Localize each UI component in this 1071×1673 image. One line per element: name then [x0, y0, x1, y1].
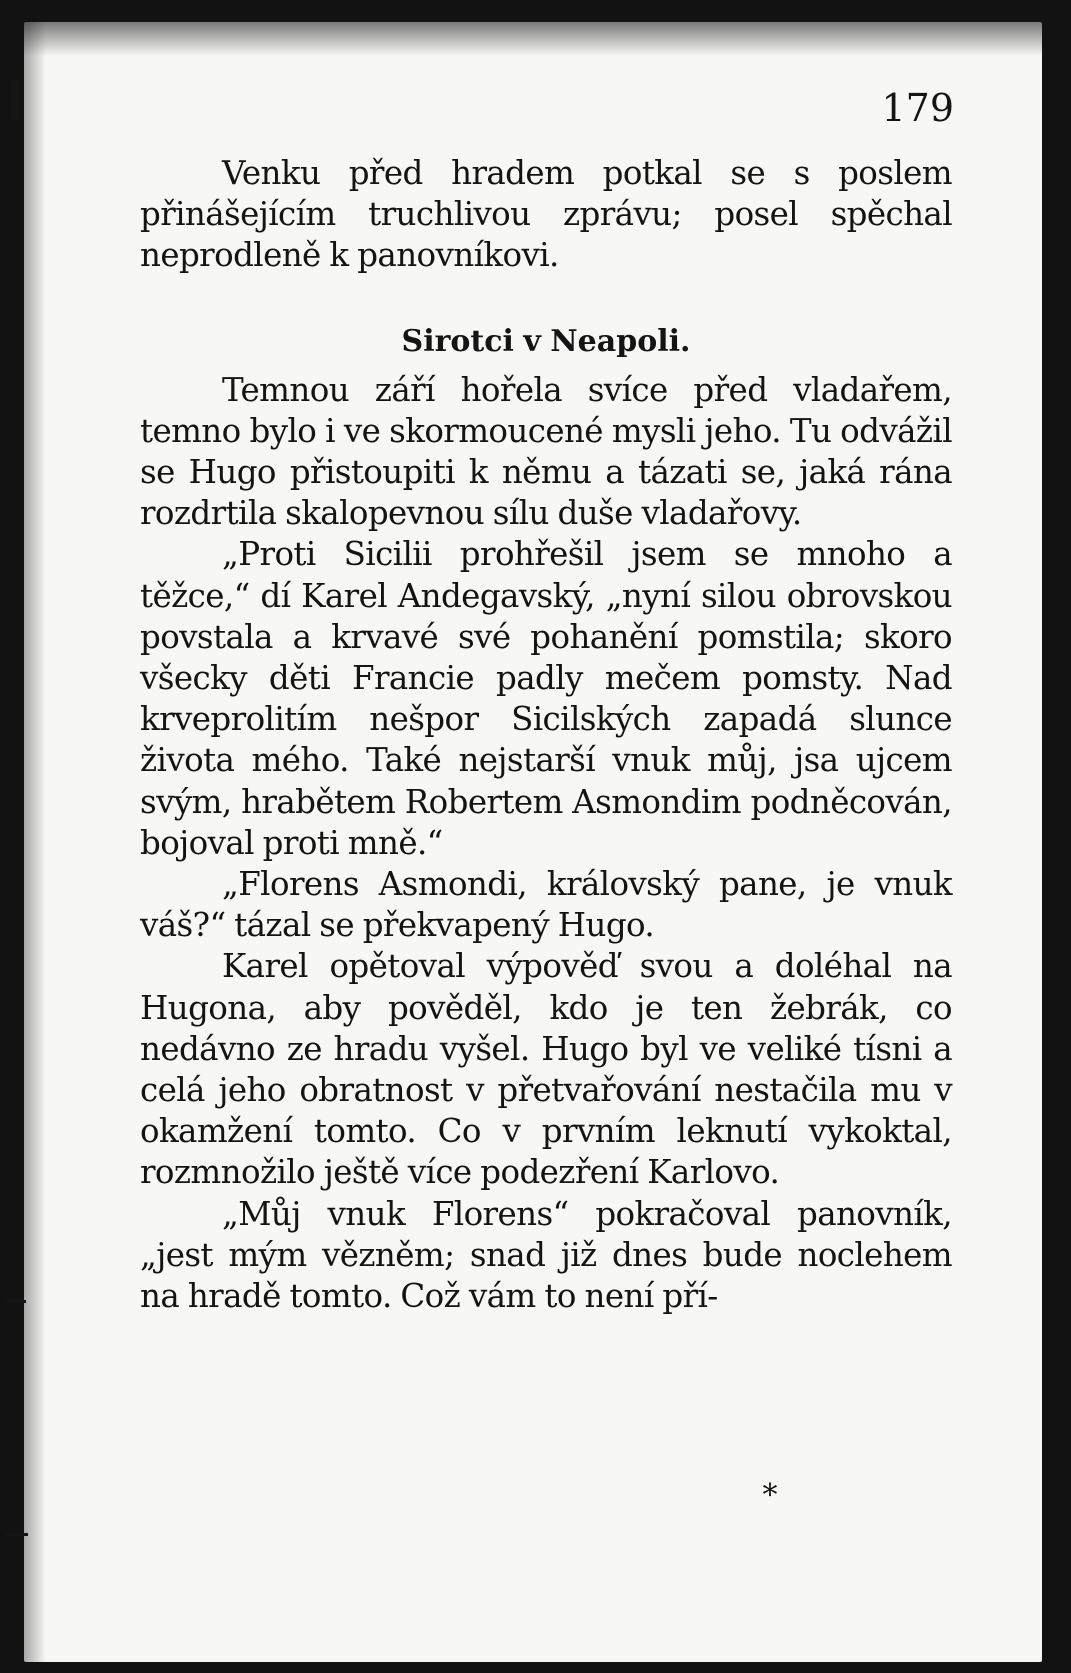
page-text [140, 153, 952, 1317]
left-edge-mark-3 [6, 1533, 28, 1536]
paragraph-2: Temnou září hořela svíce před vladařem, temno bylo i ve skormoucené mysli jeho. Tu odvážil se Hugo přistoupiti k němu a tázati se, jaká rána rozdrtila skalopevnou sílu duše vladařovy. [140, 370, 952, 533]
paragraph-1: Venku před hradem potkal se s poslem přinášejícím truchlivou zprávu; posel spěchal neprodleně k panovníkovi. [140, 154, 952, 275]
page-left-shadow [24, 22, 46, 1662]
page-top-shadow [24, 22, 1042, 56]
paragraph-3: „Proti Sicilii prohřešil jsem se mnoho a těžce,“ dí Karel Andegavský, „nyní silou obrovskou povstala a krvavé své pohanění pomstila; skoro všecky děti Francie padly mečem pomsty. Nad krveprolitím nešpor Sicilských zapadá slunce života mého. Také nejstarší vnuk můj, jsa ujcem svým, hrabětem Robertem Asmondim podněcován, bojoval proti mně.“ [140, 535, 952, 862]
left-edge-mark-1 [10, 80, 18, 120]
paragraph-5: Karel opětoval výpověď svou a doléhal na Hugona, aby pověděl, kdo je ten žebrák, co nedávno ze hradu vyšel. Hugo byl ve veliké tísni a celá jeho obratnost v přetvařování nestačila mu v okamžení tomto. Co v prvním leknutí vykoktal, rozmnožilo ještě více podezření Karlovo. [140, 947, 952, 1192]
paragraph-6: „Můj vnuk Florens“ pokračoval panovník, „jest mým vězněm; snad již dnes bude noclehem na hradě tomto. Což vám to není pří- [140, 1194, 952, 1316]
chapter-heading: Sirotci v Neapoli. [401, 323, 691, 359]
page-number: 179 [881, 86, 954, 130]
left-edge-mark-2 [6, 1300, 26, 1303]
signature-mark: * [762, 1478, 778, 1513]
paragraph-4: „Florens Asmondi, královský pane, je vnuk váš?“ tázal se překvapený Hugo. [140, 865, 952, 945]
